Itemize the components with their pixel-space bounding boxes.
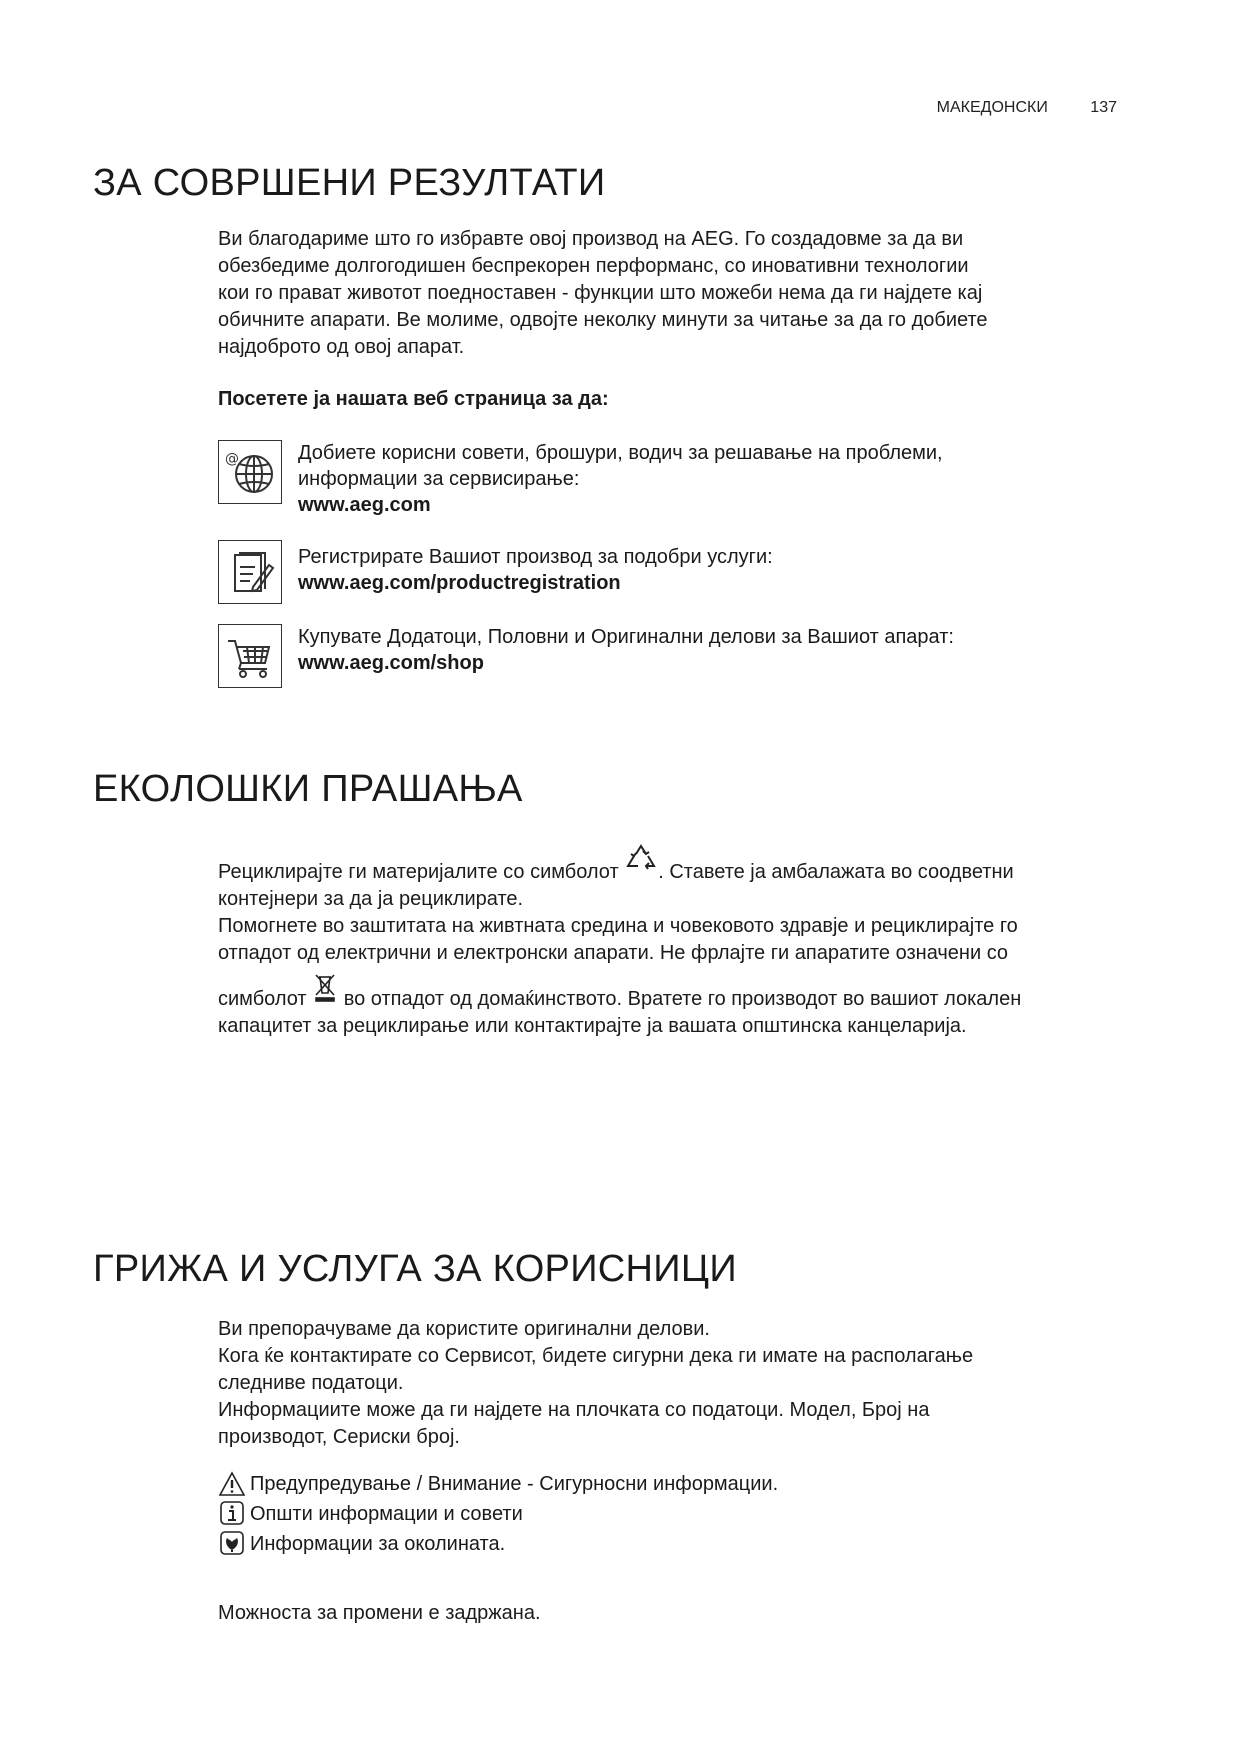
section-title-perfect-results: ЗА СОВРШЕНИ РЕЗУЛТАТИ bbox=[93, 162, 606, 204]
shopping-cart-icon bbox=[218, 624, 282, 688]
info-icon bbox=[218, 1501, 246, 1527]
legend-text: Предупредување / Внимание - Сигурносни информации. bbox=[250, 1473, 779, 1495]
visit-heading: Посетете ја нашата веб страница за да: bbox=[218, 388, 609, 410]
link-description: Регистрирате Вашиот производ за подобри услуги: bbox=[298, 546, 773, 568]
legend-info bbox=[218, 1500, 523, 1528]
environment-paragraph bbox=[218, 842, 1021, 1040]
svg-text:@: @ bbox=[225, 451, 239, 467]
legend-text: Општи информации и совети bbox=[250, 1503, 523, 1525]
env-line: отпадот од електрични и електронски апарати. Не фрлајте ги апаратите означени со bbox=[218, 942, 1009, 964]
link-item-shop bbox=[298, 624, 954, 676]
intro-line: кои го прават животот поедноставен - функции што можеби нема да ги најдете кај bbox=[218, 282, 983, 304]
page-number: 137 bbox=[1090, 99, 1117, 116]
link-url-shop[interactable]: www.aeg.com/shop bbox=[298, 652, 484, 674]
warning-icon bbox=[218, 1471, 246, 1497]
legend-text: Информации за околината. bbox=[250, 1533, 506, 1555]
link-item-registration bbox=[298, 544, 773, 596]
section-title-customer-care: ГРИЖА И УСЛУГА ЗА КОРИСНИЦИ bbox=[93, 1248, 737, 1290]
page-header bbox=[937, 99, 1117, 117]
env-line: Помогнете во заштитата на живтната средина и човековото здравје и рециклирајте го bbox=[218, 915, 1018, 937]
intro-line: обезбедиме долгогодишен беспрекорен перформанс, со иновативни технологии bbox=[218, 255, 969, 277]
section-title-environment: ЕКОЛОШКИ ПРАШАЊА bbox=[93, 768, 523, 810]
registration-icon bbox=[218, 540, 282, 604]
env-line: капацитет за рециклирање или контактирајте ја вашата општинска канцеларија. bbox=[218, 1015, 967, 1037]
environment-icon bbox=[218, 1531, 246, 1557]
intro-line: Ви благодариме што го избравте овој производ на AEG. Го создадовме за да ви bbox=[218, 228, 964, 250]
legend-environment bbox=[218, 1530, 505, 1558]
env-line: симболот во отпадот од домаќинството. Вратете го производот во вашиот локален bbox=[218, 973, 1021, 1013]
care-line: производот, Сериски број. bbox=[218, 1426, 460, 1448]
care-line: Ви препорачуваме да користите оригинални делови. bbox=[218, 1318, 710, 1340]
link-description: информации за сервисирање: bbox=[298, 468, 580, 490]
intro-line: најдоброто од овој апарат. bbox=[218, 336, 465, 358]
language-label: МАКЕДОНСКИ bbox=[936, 99, 1048, 116]
footer-note: Можноста за промени е задржана. bbox=[218, 1602, 541, 1624]
link-description: Добиете корисни совети, брошури, водич за решавање на проблеми, bbox=[298, 442, 943, 464]
recycle-icon bbox=[624, 842, 658, 874]
intro-line: обичните апарати. Ве молиме, одвојте неколку минути за читање за да го добиете bbox=[218, 309, 988, 331]
legend-warning bbox=[218, 1470, 778, 1498]
link-item-support bbox=[298, 440, 943, 518]
env-line: Рециклирајте ги материјалите со симболот . Ставете ја амбалажата во соодветни bbox=[218, 842, 1021, 886]
care-line: Информациите може да ги најдете на плочката со податоци. Модел, Број на bbox=[218, 1399, 930, 1421]
care-line: следниве податоци. bbox=[218, 1372, 404, 1394]
care-line: Кога ќе контактирате со Сервисот, бидете сигурни дека ги имате на располагање bbox=[218, 1345, 974, 1367]
link-url-registration[interactable]: www.aeg.com/productregistration bbox=[298, 572, 621, 594]
crossed-bin-icon bbox=[312, 973, 338, 1003]
intro-paragraph bbox=[218, 226, 988, 361]
globe-icon bbox=[218, 440, 282, 504]
link-description: Купувате Додатоци, Половни и Оригинални делови за Вашиот апарат: bbox=[298, 626, 954, 648]
customer-care-paragraph bbox=[218, 1316, 973, 1451]
link-url-aeg[interactable]: www.aeg.com bbox=[298, 494, 431, 516]
env-line: контејнери за да ја рециклирате. bbox=[218, 888, 524, 910]
